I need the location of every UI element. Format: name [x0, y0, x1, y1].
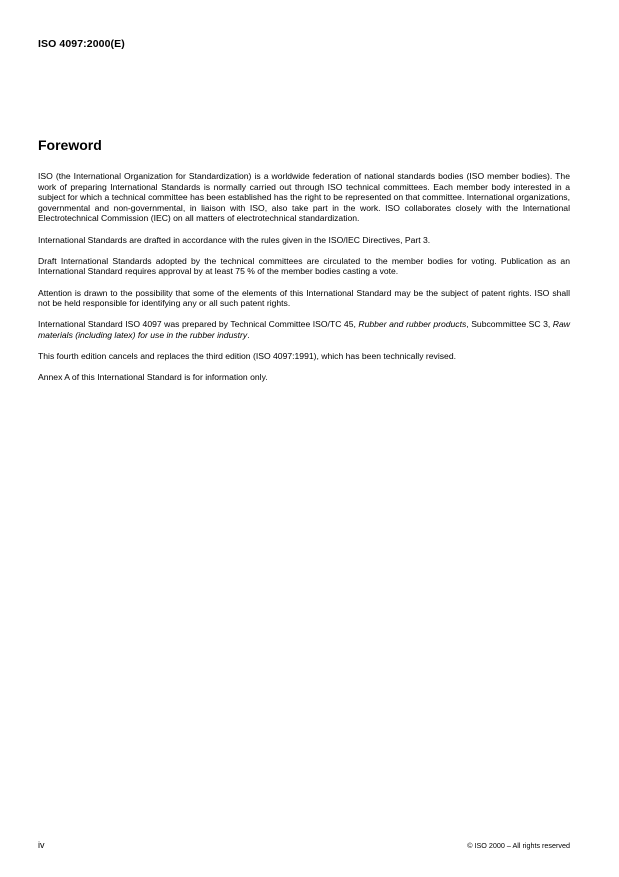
paragraph-annex: Annex A of this International Standard is for information only.: [38, 372, 268, 383]
tc-title: Rubber and rubber products: [358, 319, 467, 330]
copyright-notice: © ISO 2000 – All rights reserved: [467, 841, 570, 850]
paragraph-voting: Draft International Standards adopted by the technical committees are circulated to the member bodies for voting. Publication as an International Standard requires approval by at least 75 % of the member bodies casting a vote.: [38, 255, 570, 277]
page-number: iv: [38, 840, 45, 850]
paragraph-edition: This fourth edition cancels and replaces the third edition (ISO 4097:1991), which has been technically revised.: [38, 351, 456, 362]
document-id: ISO 4097:2000(E): [38, 38, 125, 50]
paragraph-prepared-by: [38, 319, 570, 340]
sc-title: Raw materials (including latex) for use in the rubber industry: [38, 319, 570, 340]
paragraph-iso-intro: ISO (the International Organization for Standardization) is a worldwide federation of national standards bodies (ISO member bodies). The work of preparing International Standards is normally carried out through ISO technical committees. Each member body interested in a subject for which a technical committee has been established has the right to be represented on that committee. International organizations, governmental and non-governmental, in liaison with ISO, also take part in the work. ISO collaborates closely with the International Electrotechnical Commission (IEC) on all matters of electrotechnical standardization.: [38, 171, 570, 224]
prepared-by-text-2: , Subcommittee SC 3,: [466, 319, 553, 330]
page-title: Foreword: [38, 137, 102, 153]
paragraph-directives: International Standards are drafted in accordance with the rules given in the ISO/IEC Directives, Part 3.: [38, 234, 431, 245]
foreword-body: [38, 171, 570, 393]
prepared-by-text-3: .: [247, 329, 250, 340]
prepared-by-text-1: International Standard ISO 4097 was prepared by Technical Committee ISO/TC 45,: [38, 319, 359, 330]
paragraph-patent: Attention is drawn to the possibility that some of the elements of this International Standard may be the subject of patent rights. ISO shall not be held responsible for identifying any or all such patent rights.: [38, 287, 570, 309]
